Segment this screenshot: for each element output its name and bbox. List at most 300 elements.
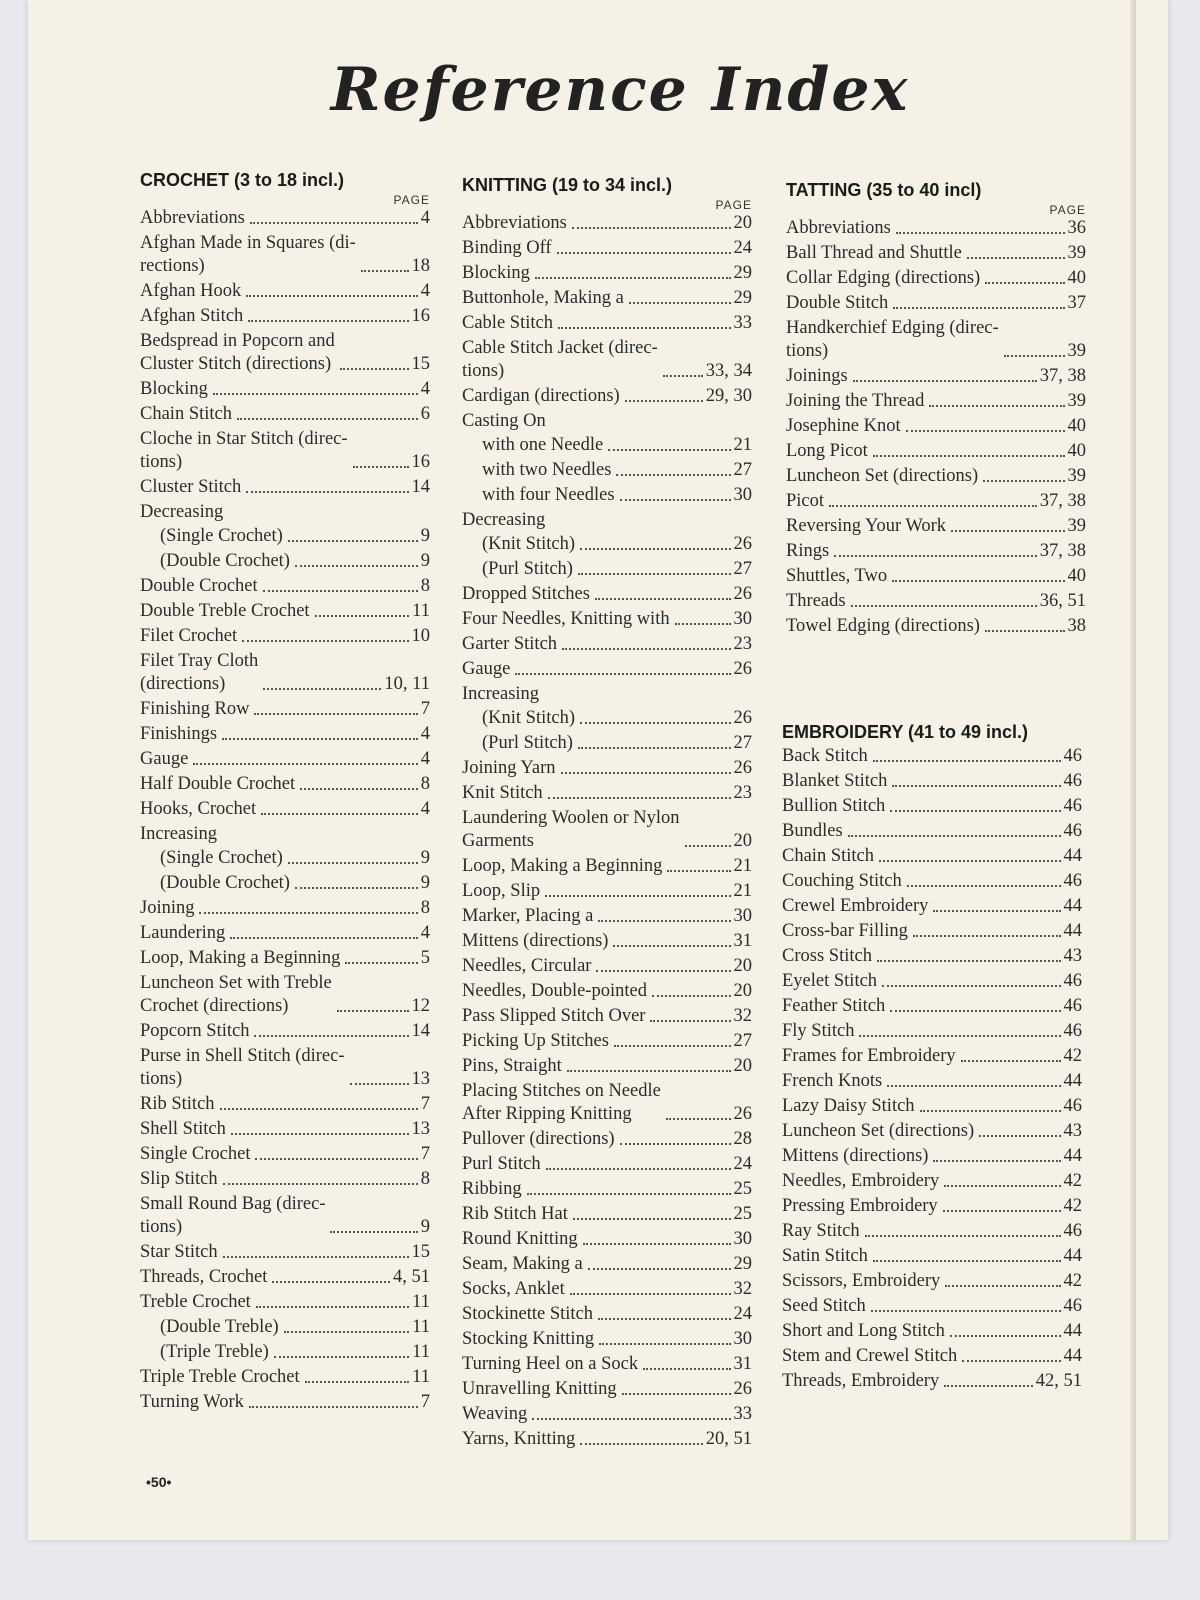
index-entry [462, 683, 752, 706]
entry-page-number: 27 [733, 460, 752, 480]
dot-leader [663, 375, 703, 377]
entry-page-number: 44 [1063, 1321, 1082, 1341]
dot-leader [263, 688, 381, 690]
dot-leader [250, 222, 418, 224]
entry-label: Round Knitting [462, 1229, 578, 1249]
dot-leader [873, 1260, 1061, 1262]
entry-label: Purl Stitch [462, 1154, 541, 1174]
tatting-entries [786, 217, 1086, 638]
entry-label: Blanket Stitch [782, 771, 888, 791]
entry-label: Yarns, Knitting [462, 1429, 576, 1449]
entry-label: Joinings [786, 366, 848, 386]
entry-label: Needles, Circular [462, 956, 592, 976]
index-entry [782, 1020, 1082, 1043]
index-entry [462, 484, 752, 507]
dot-leader [580, 1443, 703, 1445]
index-entry [462, 434, 752, 457]
index-entry [140, 1093, 430, 1116]
entry-page-number: 29 [733, 1254, 752, 1274]
dot-leader [274, 1356, 409, 1358]
dot-leader [983, 480, 1064, 482]
dot-leader [945, 1285, 1060, 1287]
page-number: •50• [146, 1474, 172, 1490]
entry-page-number: 25 [733, 1204, 752, 1224]
dot-leader [598, 1318, 730, 1320]
dot-leader [249, 1406, 418, 1408]
dot-leader [596, 970, 730, 972]
index-entry [782, 1270, 1082, 1293]
dot-leader [667, 870, 730, 872]
dot-leader [882, 985, 1060, 987]
index-entry [140, 625, 430, 648]
entry-label: Mittens (directions) [782, 1146, 929, 1166]
index-entry [140, 1045, 430, 1091]
dot-leader [300, 788, 418, 790]
entry-page-number: 10, 11 [384, 674, 430, 694]
entry-page-number: 11 [412, 1292, 430, 1312]
entry-label: (Double Crochet) [160, 873, 290, 893]
dot-leader [515, 673, 730, 675]
entry-page-number: 20 [733, 956, 752, 976]
entry-page-number: 4 [420, 208, 430, 228]
entry-page-number: 26 [733, 584, 752, 604]
dot-leader [223, 1256, 409, 1258]
dot-leader [288, 862, 418, 864]
entry-page-number: 29 [733, 288, 752, 308]
entry-page-number: 39 [1067, 243, 1086, 263]
dot-leader [829, 505, 1037, 507]
index-entry [140, 1168, 430, 1191]
entry-label: Double Crochet [140, 576, 258, 596]
dot-leader [220, 1108, 418, 1110]
index-entry [782, 1295, 1082, 1318]
entry-label: Handkerchief Edging (direc- tions) [786, 318, 999, 361]
dot-leader [907, 885, 1061, 887]
entry-page-number: 20 [733, 831, 752, 851]
entry-page-number: 9 [420, 848, 430, 868]
dot-leader [871, 1310, 1061, 1312]
entry-label: (Single Crochet) [160, 848, 283, 868]
entry-page-number: 26 [733, 1379, 752, 1399]
index-entry [462, 905, 752, 928]
index-entry [462, 955, 752, 978]
entry-label: Gauge [462, 659, 511, 679]
entry-page-number: 21 [733, 435, 752, 455]
entry-label: Stockinette Stitch [462, 1304, 594, 1324]
entry-page-number: 14 [411, 1021, 430, 1041]
index-entry [140, 1341, 430, 1364]
dot-leader [892, 785, 1060, 787]
entry-label: Hooks, Crochet [140, 799, 257, 819]
entry-label: (Double Crochet) [160, 551, 290, 571]
entry-label: Decreasing [140, 502, 224, 522]
index-entry [462, 855, 752, 878]
entry-label: Laundering Woolen or Nylon Garments [462, 808, 680, 851]
index-entry [786, 365, 1086, 388]
entry-page-number: 20 [733, 213, 752, 233]
index-entry [782, 1045, 1082, 1068]
entry-label: Afghan Hook [140, 281, 242, 301]
entry-label: Scissors, Embroidery [782, 1271, 941, 1291]
entry-label: Crewel Embroidery [782, 896, 929, 916]
index-entry [140, 600, 430, 623]
entry-page-number: 14 [411, 477, 430, 497]
index-entry [462, 1128, 752, 1151]
entry-label: Increasing [140, 824, 218, 844]
entry-page-number: 9 [420, 1217, 430, 1237]
entry-page-number: 42, 51 [1035, 1371, 1082, 1391]
dot-leader [985, 630, 1065, 632]
page-column-label: PAGE [393, 193, 430, 207]
entry-label: Pressing Embroidery [782, 1196, 938, 1216]
entry-page-number: 20 [733, 981, 752, 1001]
index-entry [140, 872, 430, 895]
entry-page-number: 43 [1063, 946, 1082, 966]
entry-page-number: 29, 30 [705, 386, 752, 406]
index-entry [782, 1170, 1082, 1193]
dot-leader [288, 540, 418, 542]
dot-leader [548, 797, 731, 799]
dot-leader [967, 257, 1065, 259]
entry-page-number: 36 [1067, 218, 1086, 238]
entry-page-number: 40 [1067, 268, 1086, 288]
entry-page-number: 26 [733, 708, 752, 728]
index-entry [786, 242, 1086, 265]
entry-label: Joining the Thread [786, 391, 925, 411]
embroidery-entries [782, 745, 1082, 1393]
entry-label: Seam, Making a [462, 1254, 583, 1274]
entry-label: Treble Crochet [140, 1292, 251, 1312]
entry-page-number: 15 [411, 354, 430, 374]
page-title: Reference Index [330, 55, 910, 125]
index-entry [462, 459, 752, 482]
entry-label: Abbreviations [140, 208, 245, 228]
entry-page-number: 20 [733, 1056, 752, 1076]
entry-label: Garter Stitch [462, 634, 558, 654]
entry-label: Unravelling Knitting [462, 1379, 617, 1399]
entry-page-number: 30 [733, 609, 752, 629]
dot-leader [887, 1085, 1060, 1087]
entry-page-number: 26 [733, 659, 752, 679]
dot-leader [246, 295, 418, 297]
entry-label: Gauge [140, 749, 189, 769]
index-entry [462, 583, 752, 606]
entry-label: French Knots [782, 1071, 883, 1091]
dot-leader [272, 1281, 390, 1283]
index-entry [786, 490, 1086, 513]
entry-label: Blocking [462, 263, 530, 283]
entry-label: Threads [786, 591, 846, 611]
dot-leader [353, 466, 409, 468]
entry-label: Four Needles, Knitting with [462, 609, 670, 629]
entry-page-number: 11 [412, 1367, 430, 1387]
index-entry [462, 1203, 752, 1226]
index-entry [782, 1195, 1082, 1218]
index-entry [140, 232, 430, 278]
entry-label: Bullion Stitch [782, 796, 886, 816]
entry-label: Pullover (directions) [462, 1129, 615, 1149]
dot-leader [622, 1393, 731, 1395]
index-entry [782, 1320, 1082, 1343]
entry-page-number: 13 [411, 1119, 430, 1139]
entry-label: Stocking Knitting [462, 1329, 595, 1349]
entry-label: Marker, Placing a [462, 906, 594, 926]
dot-leader [246, 491, 408, 493]
entry-page-number: 6 [420, 404, 430, 424]
entry-page-number: 44 [1063, 921, 1082, 941]
entry-label: Turning Work [140, 1392, 244, 1412]
dot-leader [562, 648, 730, 650]
dot-leader [222, 738, 418, 740]
dot-leader [295, 565, 418, 567]
index-entry [140, 698, 430, 721]
index-entry [462, 337, 752, 383]
dot-leader [583, 1243, 731, 1245]
entry-page-number: 7 [420, 1392, 430, 1412]
entry-page-number: 9 [420, 873, 430, 893]
entry-label: Back Stitch [782, 746, 868, 766]
entry-label: Filet Tray Cloth (directions) [140, 651, 259, 694]
dot-leader [613, 945, 730, 947]
dot-leader [532, 1418, 730, 1420]
dot-leader [944, 1385, 1033, 1387]
entry-label: Seed Stitch [782, 1296, 866, 1316]
dot-leader [851, 605, 1037, 607]
index-entry [462, 930, 752, 953]
entry-page-number: 46 [1063, 871, 1082, 891]
entry-page-number: 40 [1067, 566, 1086, 586]
entry-page-number: 46 [1063, 1096, 1082, 1116]
entry-label: Threads, Crochet [140, 1267, 268, 1287]
dot-leader [256, 1306, 409, 1308]
index-entry [140, 922, 430, 945]
entry-label: Needles, Embroidery [782, 1171, 940, 1191]
dot-leader [929, 405, 1064, 407]
index-entry [782, 1095, 1082, 1118]
entry-label: Cable Stitch [462, 313, 553, 333]
dot-leader [567, 1070, 731, 1072]
entry-label: Loop, Making a Beginning [140, 948, 341, 968]
entry-page-number: 20, 51 [705, 1429, 752, 1449]
entry-label: Finishings [140, 724, 218, 744]
index-entry [140, 847, 430, 870]
index-entry [782, 920, 1082, 943]
dot-leader [598, 920, 730, 922]
entry-page-number: 8 [420, 774, 430, 794]
dot-leader [620, 1143, 731, 1145]
dot-leader [558, 327, 731, 329]
dot-leader [535, 277, 731, 279]
index-entry [140, 207, 430, 230]
entry-label: Small Round Bag (direc- tions) [140, 1194, 326, 1237]
entry-label: Triple Treble Crochet [140, 1367, 300, 1387]
dot-leader [643, 1368, 730, 1370]
entry-page-number: 42 [1063, 1196, 1082, 1216]
index-entry [462, 1178, 752, 1201]
index-entry [140, 305, 430, 328]
entry-page-number: 31 [733, 1354, 752, 1374]
index-entry [782, 820, 1082, 843]
entry-label: Half Double Crochet [140, 774, 296, 794]
entry-label: Chain Stitch [140, 404, 232, 424]
dot-leader [230, 937, 417, 939]
entry-label: Joining Yarn [462, 758, 556, 778]
dot-leader [573, 1218, 731, 1220]
entry-page-number: 30 [733, 1229, 752, 1249]
index-entry [782, 995, 1082, 1018]
entry-label: Mittens (directions) [462, 931, 609, 951]
index-entry [786, 615, 1086, 638]
dot-leader [223, 1183, 418, 1185]
index-entry [786, 292, 1086, 315]
entry-label: Towel Edging (directions) [786, 616, 980, 636]
index-entry [462, 1005, 752, 1028]
entry-label: Long Picot [786, 441, 868, 461]
entry-label: Loop, Slip [462, 881, 541, 901]
entry-page-number: 37, 38 [1039, 541, 1086, 561]
entry-label: Chain Stitch [782, 846, 874, 866]
entry-page-number: 46 [1063, 996, 1082, 1016]
entry-label: Slip Stitch [140, 1169, 218, 1189]
index-entry [782, 1245, 1082, 1268]
entry-page-number: 40 [1067, 441, 1086, 461]
entry-page-number: 18 [411, 256, 430, 276]
index-entry [140, 1391, 430, 1414]
entry-label: (Knit Stitch) [482, 708, 576, 728]
entry-label: Weaving [462, 1404, 528, 1424]
entry-page-number: 40 [1067, 416, 1086, 436]
entry-label: Blocking [140, 379, 208, 399]
entry-label: Afghan Made in Squares (di- rections) [140, 233, 356, 276]
index-entry [786, 317, 1086, 363]
dot-leader [237, 418, 418, 420]
entry-page-number: 28 [733, 1129, 752, 1149]
dot-leader [254, 713, 417, 715]
index-entry [462, 533, 752, 556]
entry-label: Rib Stitch Hat [462, 1204, 568, 1224]
dot-leader [588, 1268, 731, 1270]
entry-label: Decreasing [462, 510, 546, 530]
index-entry [786, 267, 1086, 290]
index-entry [462, 658, 752, 681]
index-entry [140, 525, 430, 548]
dot-leader [557, 252, 731, 254]
index-entry [462, 608, 752, 631]
entry-label: Needles, Double-pointed [462, 981, 647, 1001]
entry-label: Single Crochet [140, 1144, 251, 1164]
index-entry [140, 723, 430, 746]
dot-leader [951, 530, 1064, 532]
index-entry [140, 501, 430, 524]
entry-label: Loop, Making a Beginning [462, 856, 663, 876]
index-entry [140, 972, 430, 1018]
entry-page-number: 30 [733, 485, 752, 505]
index-entry [462, 1030, 752, 1053]
entry-page-number: 16 [411, 306, 430, 326]
entry-page-number: 44 [1063, 1346, 1082, 1366]
entry-label: Purse in Shell Stitch (direc- tions) [140, 1046, 345, 1089]
entry-label: Lazy Daisy Stitch [782, 1096, 915, 1116]
dot-leader [834, 555, 1037, 557]
dot-leader [865, 1235, 1061, 1237]
knitting-section [462, 175, 752, 1453]
entry-page-number: 5 [420, 948, 430, 968]
dot-leader [527, 1193, 731, 1195]
entry-page-number: 44 [1063, 1246, 1082, 1266]
entry-label: Filet Crochet [140, 626, 238, 646]
entry-page-number: 46 [1063, 971, 1082, 991]
index-entry [782, 870, 1082, 893]
entry-page-number: 33 [733, 313, 752, 333]
entry-label: Rings [786, 541, 830, 561]
entry-page-number: 4 [420, 281, 430, 301]
crochet-section [140, 170, 430, 1416]
entry-page-number: 24 [733, 1154, 752, 1174]
entry-page-number: 44 [1063, 1146, 1082, 1166]
entry-label: (Purl Stitch) [482, 733, 573, 753]
entry-page-number: 21 [733, 881, 752, 901]
index-entry [462, 1353, 752, 1376]
entry-page-number: 21 [733, 856, 752, 876]
index-entry [462, 1303, 752, 1326]
index-entry [462, 410, 752, 433]
index-entry [786, 590, 1086, 613]
index-entry [140, 773, 430, 796]
index-entry [786, 390, 1086, 413]
entry-page-number: 7 [420, 1144, 430, 1164]
entry-page-number: 27 [733, 1031, 752, 1051]
index-entry [782, 1070, 1082, 1093]
entry-page-number: 37 [1067, 293, 1086, 313]
entry-label: Rib Stitch [140, 1094, 215, 1114]
index-entry [462, 312, 752, 335]
entry-label: Joining [140, 898, 195, 918]
index-entry [140, 280, 430, 303]
entry-label: (Triple Treble) [160, 1342, 269, 1362]
dot-leader [853, 380, 1037, 382]
entry-label: (Purl Stitch) [482, 559, 573, 579]
entry-page-number: 7 [420, 699, 430, 719]
entry-label: Laundering [140, 923, 226, 943]
index-entry [140, 1143, 430, 1166]
index-entry [140, 947, 430, 970]
index-entry [782, 1120, 1082, 1143]
entry-page-number: 29 [733, 263, 752, 283]
entry-label: Knit Stitch [462, 783, 543, 803]
dot-leader [231, 1133, 409, 1135]
entry-label: Shuttles, Two [786, 566, 888, 586]
entry-page-number: 4 [420, 799, 430, 819]
entry-label: Picot [786, 491, 825, 511]
index-entry [140, 1366, 430, 1389]
dot-leader [608, 449, 730, 451]
entry-label: Buttonhole, Making a [462, 288, 624, 308]
entry-page-number: 39 [1067, 516, 1086, 536]
dot-leader [255, 1158, 417, 1160]
entry-label: Cable Stitch Jacket (direc- tions) [462, 338, 658, 381]
entry-label: Luncheon Set (directions) [782, 1121, 975, 1141]
entry-page-number: 24 [733, 238, 752, 258]
entry-label: Double Stitch [786, 293, 889, 313]
dot-leader [920, 1110, 1061, 1112]
entry-label: Collar Edging (directions) [786, 268, 981, 288]
dot-leader [625, 400, 703, 402]
entry-label: (Double Treble) [160, 1317, 279, 1337]
entry-label: Cluster Stitch [140, 477, 242, 497]
index-entry [140, 428, 430, 474]
entry-page-number: 44 [1063, 1071, 1082, 1091]
entry-label: Reversing Your Work [786, 516, 947, 536]
